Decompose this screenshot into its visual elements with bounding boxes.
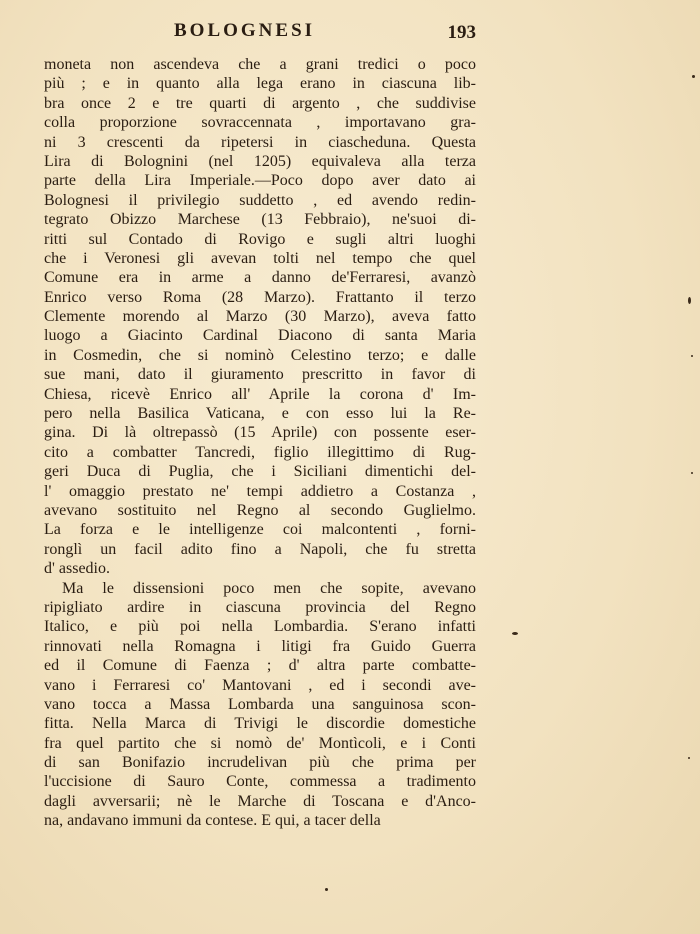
text-line: gina. Di là oltrepassò (15 Aprile) con possente eser-	[44, 424, 476, 442]
text-line: sue mani, dato il giuramento prescritto in favor di	[44, 366, 476, 384]
body-text	[44, 55, 476, 831]
text-line: di san Bonifazio incrudelivan più che prima per	[44, 754, 476, 772]
paper-speck	[325, 888, 328, 891]
text-line: moneta non ascendeva che a grani tredici o poco	[44, 56, 476, 73]
text-line: tegrato Obizzo Marchese (13 Febbraio), ne'suoi di-	[44, 211, 476, 229]
text-line: fitta. Nella Marca di Trivigi le discordie domestiche	[44, 715, 476, 733]
text-line: l'uccisione di Sauro Conte, commessa a tradimento	[44, 773, 476, 791]
page-header	[44, 18, 476, 46]
text-line: d' assedio.	[44, 560, 110, 578]
text-line: Lira di Bolognini (nel 1205) equivaleva alla terza	[44, 152, 476, 170]
text-line: ronglì un facil adito fino a Napoli, che fu stretta	[44, 540, 476, 558]
text-line: in Cosmedin, che si nominò Celestino terzo; e dalle	[44, 346, 476, 364]
text-line: Comune era in arme a danno de'Ferraresi, avanzò	[44, 269, 476, 287]
text-line: colla proporzione sovraccennata , importavano gra-	[44, 114, 476, 132]
text-line: ripigliato ardire in ciascuna provincia del Regno	[44, 598, 476, 616]
text-line: ni 3 crescenti da ripetersi in ciascheduna. Questa	[44, 133, 476, 151]
text-line: fra quel partito che si nomò de' Montìcoli, e i Conti	[44, 734, 476, 752]
text-line: che i Veronesi gli avevan tolti nel tempo che quel	[44, 249, 476, 267]
text-line: cito a combatter Tancredi, figlio illegittimo di Rug-	[44, 443, 476, 461]
text-line: Bolognesi il privilegio suddetto , ed avendo redin-	[44, 191, 476, 209]
text-line: parte della Lira Imperiale.—Poco dopo aver dato ai	[44, 172, 476, 190]
text-line: Clemente morendo al Marzo (30 Marzo), aveva fatto	[44, 308, 476, 326]
text-line: Enrico verso Roma (28 Marzo). Frattanto il terzo	[44, 288, 476, 306]
text-line: vano tocca a Massa Lombarda una sanguinosa scon-	[44, 695, 476, 713]
paper-speck	[688, 757, 690, 759]
text-line: dagli avversarii; nè le Marche di Toscana e d'Anco-	[44, 792, 476, 810]
page-number: 193	[447, 22, 476, 43]
text-line: ritti sul Contado di Rovigo e sugli altri luoghi	[44, 230, 476, 248]
text-line: na, andavano immuni da contese. E qui, a tacer della	[44, 812, 381, 830]
text-line: pero nella Basilica Vaticana, e con esso lui la Re-	[44, 405, 476, 423]
text-line: Chiesa, ricevè Enrico all' Aprile la corona d' Im-	[44, 385, 476, 403]
text-line: bra once 2 e tre quarti di argento , che suddivise	[44, 94, 476, 112]
paper-speck	[512, 632, 518, 635]
text-line: vano i Ferraresi co' Mantovani , ed i secondi ave-	[44, 676, 476, 694]
paper-speck	[688, 297, 691, 304]
text-line: l' omaggio prestato ne' tempi addietro a Costanza ,	[44, 482, 476, 500]
paper-speck	[692, 75, 695, 78]
text-line: La forza e le intelligenze coi malcontenti , forni-	[44, 521, 476, 539]
text-line: Ma le dissensioni poco men che sopite, avevano	[62, 579, 476, 597]
text-line: Italico, e più poi nella Lombardia. S'erano infatti	[44, 618, 476, 636]
text-line: rinnovati nella Romagna i litigi fra Guido Guerra	[44, 637, 476, 655]
paper-speck	[691, 355, 693, 357]
running-title: BOLOGNESI	[174, 20, 316, 41]
text-line: luogo a Giacinto Cardinal Diacono di santa Maria	[44, 327, 476, 345]
paper-speck	[691, 472, 693, 474]
text-line: geri Duca di Puglia, che i Siciliani dimentichi del-	[44, 463, 476, 481]
text-line: avevano sostituito nel Regno al secondo Guglielmo.	[44, 501, 476, 519]
text-line: ed il Comune di Faenza ; d' altra parte combatte-	[44, 657, 476, 675]
text-line: più ; e in quanto alla lega erano in ciascuna lib-	[44, 75, 476, 93]
